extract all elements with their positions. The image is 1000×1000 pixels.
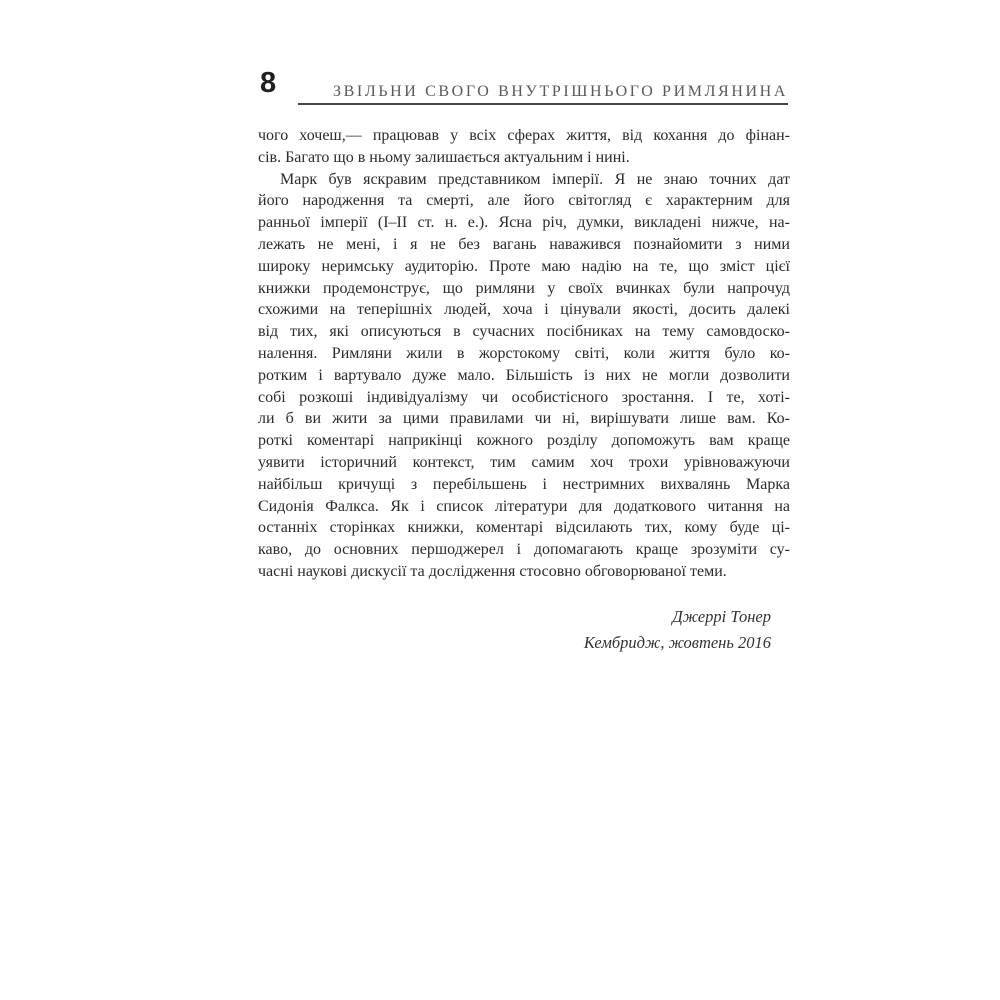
text-line bbox=[258, 169, 790, 191]
text-line bbox=[258, 387, 790, 409]
text-line bbox=[258, 256, 790, 278]
text-line bbox=[258, 539, 790, 561]
text-line bbox=[258, 343, 790, 365]
text-line-content: ли б ви жити за цими правилами чи ні, вирішувати лише вам. Ко- bbox=[258, 410, 790, 428]
signature-author: Джеррі Тонер bbox=[672, 607, 771, 626]
page-number: 8 bbox=[260, 67, 277, 99]
text-line-content: налення. Римляни жили в жорстокому світі, коли життя було ко- bbox=[258, 344, 790, 362]
text-line-content: схожими на теперішніх людей, хоча і цінували якості, досить далекі bbox=[258, 301, 790, 319]
text-line bbox=[258, 430, 790, 452]
running-head: ЗВІЛЬНИ СВОГО ВНУТРІШНЬОГО РИМЛЯНИНА bbox=[333, 83, 788, 100]
text-line bbox=[258, 190, 790, 212]
text-line-content: останніх сторінках книжки, коментарі відсилають тих, кому буде ці- bbox=[258, 519, 790, 537]
text-line-content: Сидонія Фалкса. Як і список літератури для додаткового читання на bbox=[258, 497, 790, 515]
text-line-content: часні наукові дискусії та дослідження стосовно обговорюваної теми. bbox=[258, 562, 727, 580]
body-text bbox=[258, 125, 790, 583]
text-line-content: найбільш кричущі з перебільшень і нестримних вихвалянь Марка bbox=[258, 475, 790, 493]
text-line bbox=[258, 365, 790, 387]
text-line-content: каво, до основних першоджерел і допомагають краще зрозуміти су- bbox=[258, 541, 790, 559]
text-line-content: ранньої імперії (I–II ст. н. е.). Ясна річ, думки, викладені нижче, на- bbox=[258, 214, 790, 232]
text-line bbox=[258, 234, 790, 256]
text-line-content: книжки продемонструє, що римляни у своїх вчинках були напрочуд bbox=[258, 279, 790, 297]
header-rule bbox=[298, 103, 788, 105]
text-line-content: широку неримську аудиторію. Проте маю надію на те, що зміст цієї bbox=[258, 257, 790, 275]
text-line-content: лежать не мені, і я не без вагань наважився познайомити з ними bbox=[258, 235, 790, 253]
text-line-content: його народження та смерті, але його світогляд є характерним для bbox=[258, 192, 790, 210]
text-line-content: Марк був яскравим представником імперії. Я не знаю точних дат bbox=[280, 170, 790, 188]
text-line-content: ротким і вартувало дуже мало. Більшість із них не могли дозволити bbox=[258, 366, 790, 384]
text-line-content: собі розкоші індивідуалізму чи особистісного зростання. І те, хоті- bbox=[258, 388, 790, 406]
text-line bbox=[258, 147, 790, 169]
text-line bbox=[258, 278, 790, 300]
text-line bbox=[258, 299, 790, 321]
signature-place-date: Кембридж, жовтень 2016 bbox=[583, 632, 771, 652]
text-line bbox=[258, 452, 790, 474]
text-line bbox=[258, 125, 790, 147]
text-line bbox=[258, 321, 790, 343]
text-line bbox=[258, 408, 790, 430]
signature-block bbox=[584, 604, 771, 655]
text-line bbox=[258, 474, 790, 496]
text-line bbox=[258, 561, 790, 583]
text-line bbox=[258, 517, 790, 539]
text-line-content: від тих, які описуються в сучасних посібниках на тему самовдоско- bbox=[258, 323, 790, 341]
text-line-content: чого хочеш,— працював у всіх сферах життя, від кохання до фінан- bbox=[258, 127, 790, 144]
text-line bbox=[258, 212, 790, 234]
text-line-content: уявити історичний контекст, тим самим хоч трохи урівноважуючи bbox=[258, 453, 790, 471]
text-line-content: роткі коментарі наприкінці кожного розділу допоможуть вам краще bbox=[258, 432, 790, 450]
text-line bbox=[258, 496, 790, 518]
text-line-content: сів. Багато що в ньому залишається актуальним і нині. bbox=[258, 148, 630, 166]
